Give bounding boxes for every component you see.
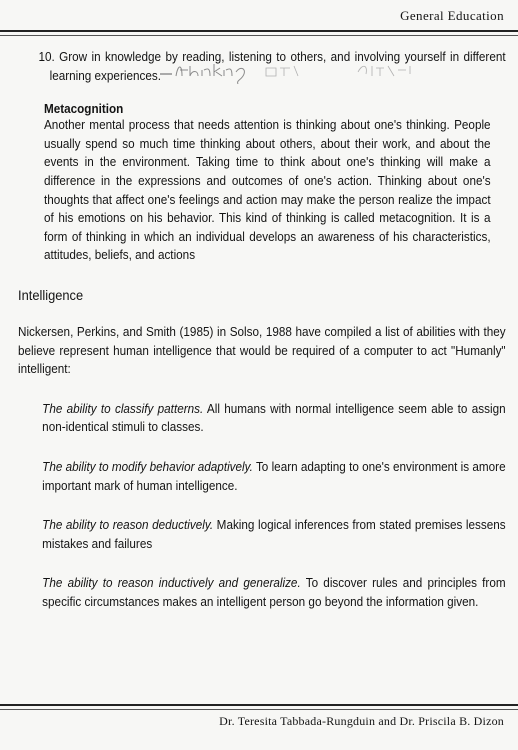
running-footer-authors: Dr. Teresita Tabbada-Rungduin and Dr. Priscila B. Dizon: [219, 714, 504, 728]
metacognition-heading: Metacognition: [44, 101, 124, 117]
footer-rule: [0, 704, 518, 706]
ability-deductive: [18, 516, 506, 553]
intelligence-heading: Intelligence: [18, 286, 84, 303]
running-header: General Education: [400, 8, 504, 23]
list-number: 10.: [38, 50, 55, 64]
header-rule-thin: [0, 35, 518, 36]
intelligence-intro: Nickersen, Perkins, and Smith (1985) in Solso, 1988 have compiled a list of abilities with they believe represent human intelligence that would be required of a computer to act "Humanly" intelligent:: [18, 324, 506, 377]
ability-lead: The ability to modify behavior adaptively.: [42, 459, 253, 474]
ability-text: To learn adapting to one's environment is amore important mark of human intelligence.: [42, 459, 506, 493]
ability-inductive: [18, 574, 506, 611]
page-content: [18, 48, 508, 611]
footer-rule-thin: [0, 709, 518, 710]
ability-classify: [18, 400, 506, 437]
ability-lead: The ability to reason inductively and generalize.: [42, 576, 301, 591]
header-rule: [0, 30, 518, 32]
ability-modify: [18, 458, 506, 495]
ability-text: Making logical inferences from stated premises lessens mistakes and failures: [42, 518, 506, 551]
list-text: Grow in knowledge by reading, listening to others, and involving yourself in different learning experiences.: [49, 50, 506, 83]
ability-lead: The ability to classify patterns.: [42, 401, 204, 416]
ability-lead: The ability to reason deductively.: [42, 518, 214, 533]
ability-text: To discover rules and principles from specific circumstances makes an intelligent person go beyond the information given.: [42, 576, 506, 609]
metacognition-paragraph: Another mental process that needs attention is thinking about one's thinking. People usually spend so much time thinking about others, about their work, and about the events in the environment. Taking time to think about one's thinking will make a difference in the expressions and outcomes of one's action. Thinking about one's thoughts that affect one's feelings and action may make the person realize the impact of his emotions on his behavior. This kind of thinking is called metacognition. It is a form of thinking in which an individual develops an awareness of his characteristics, attitudes, beliefs, and actions: [44, 118, 491, 263]
ability-text: All humans with normal intelligence seem able to assign non-identical stimuli to classes.: [42, 401, 506, 435]
list-item-10: [18, 48, 506, 85]
